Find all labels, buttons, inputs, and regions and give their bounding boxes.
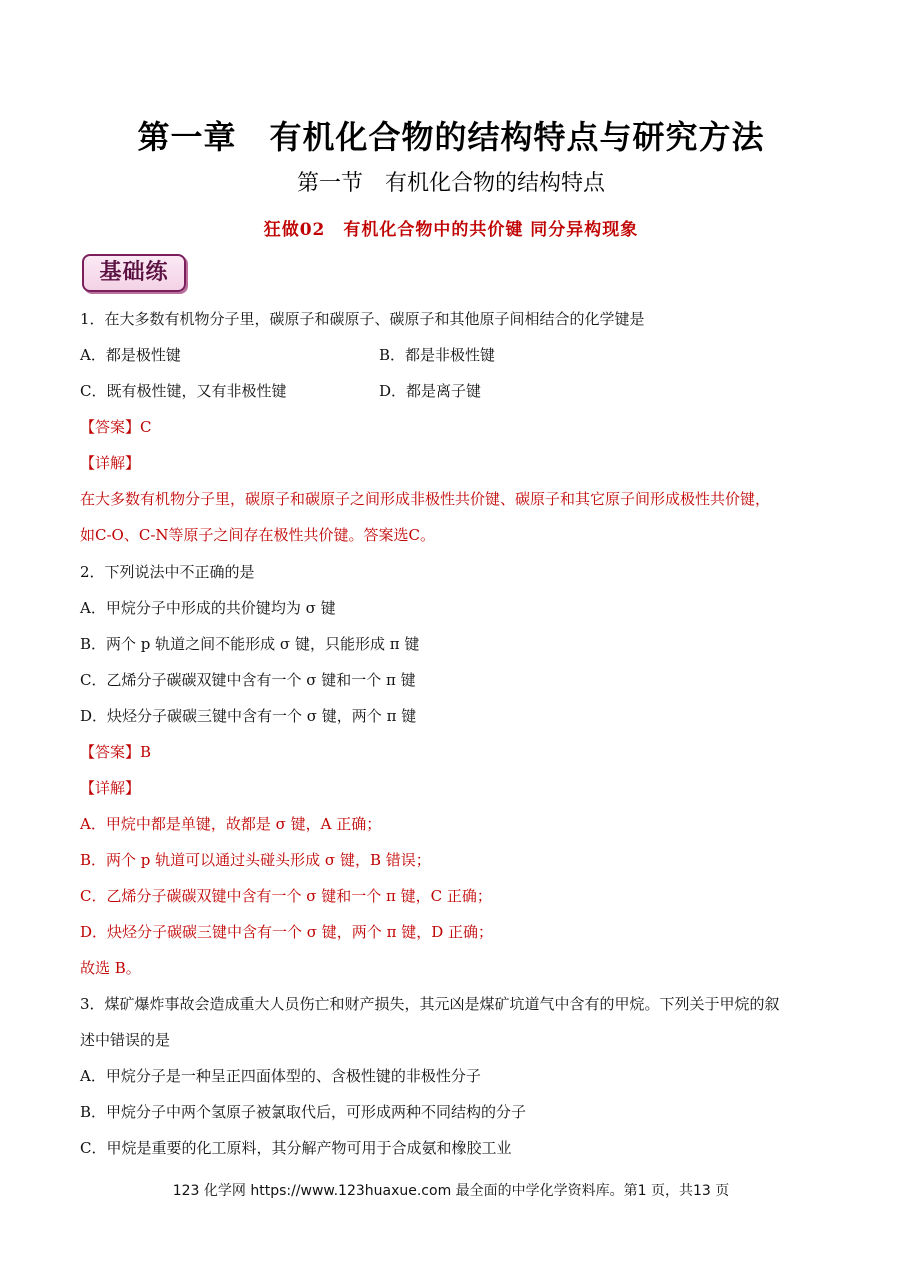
q2-detail-label: 【详解】 <box>80 779 141 797</box>
chapter-title: 第一章 有机化合物的结构特点与研究方法 <box>137 118 765 156</box>
basic-practice-badge: 基础练 <box>82 254 186 292</box>
q1-stem: 1．在大多数有机物分子里，碳原子和碳原子、碳原子和其他原子间相结合的化学键是 <box>80 310 645 328</box>
q1-answer: 【答案】C <box>80 418 152 436</box>
q2-detail-line-1: A．甲烷中都是单键，故都是 σ 键，A 正确； <box>80 815 382 833</box>
q3-stem-line-1: 3．煤矿爆炸事故会造成重大人员伤亡和财产损失，其元凶是煤矿坑道气中含有的甲烷。下列关于甲烷的叙 <box>80 995 780 1013</box>
q2-stem: 2．下列说法中不正确的是 <box>80 563 255 581</box>
q1-detail-line-1: 在大多数有机物分子里，碳原子和碳原子之间形成非极性共价键、碳原子和其它原子间形成极性共价键， <box>80 490 771 508</box>
q1-option-b: B．都是非极性键 <box>379 346 496 364</box>
q3-stem-line-2: 述中错误的是 <box>80 1031 171 1049</box>
q3-option-b: B．甲烷分子中两个氢原子被氯取代后，可形成两种不同结构的分子 <box>80 1103 527 1121</box>
q2-option-c: C．乙烯分子碳碳双键中含有一个 σ 键和一个 π 键 <box>80 671 416 689</box>
q2-answer: 【答案】B <box>80 743 152 761</box>
section-title: 第一节 有机化合物的结构特点 <box>296 171 605 196</box>
q1-detail-label: 【详解】 <box>80 454 141 472</box>
topic-title: 狂做02 有机化合物中的共价键 同分异构现象 <box>263 220 639 240</box>
q3-option-a: A．甲烷分子是一种呈正四面体型的、含极性键的非极性分子 <box>80 1067 481 1085</box>
q2-option-d: D．炔烃分子碳碳三键中含有一个 σ 键，两个 π 键 <box>80 707 417 725</box>
q1-option-a: A．都是极性键 <box>80 346 181 364</box>
q1-options-row2 <box>80 381 820 401</box>
q3-option-c: C．甲烷是重要的化工原料，其分解产物可用于合成氨和橡胶工业 <box>80 1139 512 1157</box>
q1-option-c: C．既有极性键，又有非极性键 <box>80 382 287 400</box>
q2-detail-line-3: C．乙烯分子碳碳双键中含有一个 σ 键和一个 π 键，C 正确； <box>80 887 492 905</box>
q2-detail-line-4: D．炔烃分子碳碳三键中含有一个 σ 键，两个 π 键，D 正确； <box>80 923 493 941</box>
q2-detail-line-5: 故选 B。 <box>80 959 141 977</box>
page-footer: 123 化学网 https://www.123huaxue.com 最全面的中学化学资料库。第1 页，共13 页 <box>172 1183 730 1199</box>
q2-detail-line-2: B．两个 p 轨道可以通过头碰头形成 σ 键，B 错误； <box>80 851 431 869</box>
q2-option-b: B．两个 p 轨道之间不能形成 σ 键，只能形成 π 键 <box>80 635 420 653</box>
q1-options-row1 <box>80 345 820 365</box>
q1-option-d: D．都是离子键 <box>379 382 482 400</box>
q2-option-a: A．甲烷分子中形成的共价键均为 σ 键 <box>80 599 336 617</box>
q1-detail-line-2: 如C-O、C-N等原子之间存在极性共价键。答案选C。 <box>80 526 435 544</box>
